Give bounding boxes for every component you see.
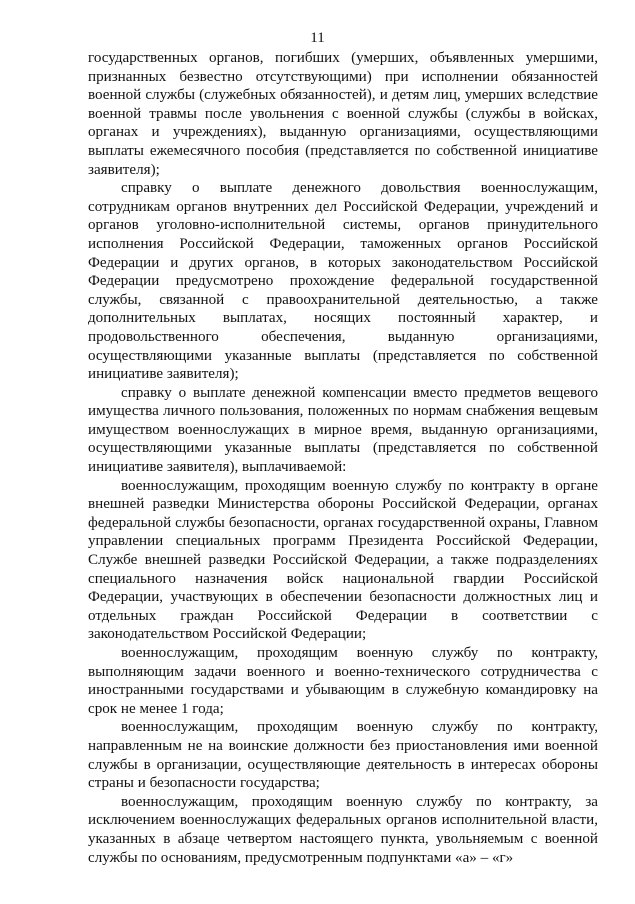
paragraph-6: военнослужащим, проходящим военную службу по контракту, направленным не на воинские должности без приостановления ими военной службы в организации, осуществляющие деятельность в интересах обороны страны и безопасности государства; [88, 719, 598, 792]
paragraph-3: справку о выплате денежной компенсации вместо предметов вещевого имущества личного пользования, положенных по нормам снабжения вещевым имуществом военнослужащих в мирное время, выданную организациями, осуществляющими указанные выплаты (представляется по собственной инициативе заявителя), выплачиваемой: [88, 384, 598, 476]
paragraph-7: военнослужащим, проходящим военную службу по контракту, за исключением военнослужащих федеральных органов исполнительной власти, указанных в абзаце четвертом настоящего пункта, увольняемым с военной службы по основаниям, предусмотренным подпунктами «а» – «г» [88, 793, 598, 866]
paragraph-2: справку о выплате денежного довольствия военнослужащим, сотрудникам органов внутренних дел Российской Федерации, учреждений и органов уголовно-исполнительной системы, органов принудительного исполнения Российской Федерации, таможенных органов Российской Федерации и других органов, в которых законодательством Российской Федерации предусмотрено прохождение федеральной государственной службы, связанной с правоохранительной деятельностью, а также дополнительных выплатах, носящих постоянный характер, и продовольственного обеспечения, выданную организациями, осуществляющими указанные выплаты (представляется по собственной инициативе заявителя); [88, 180, 598, 383]
document-body [88, 49, 598, 867]
page-number: 11 [310, 30, 325, 46]
paragraph-4: военнослужащим, проходящим военную службу по контракту в органе внешней разведки Министерства обороны Российской Федерации, органах федеральной службы безопасности, органах государственной охраны, Главном управлении специальных программ Президента Российской Федерации, Службе внешней разведки Российской Федерации, а также подразделениях специального назначения войск национальной гвардии Российской Федерации, участвующих в обеспечении безопасности должностных лиц и отдельных граждан Российской Федерации в соответствии с законодательством Российской Федерации; [88, 477, 598, 643]
paragraph-5: военнослужащим, проходящим военную службу по контракту, выполняющим задачи военного и военно-технического сотрудничества с иностранными государствами и убывающим в служебную командировку на срок не менее 1 года; [88, 645, 598, 717]
paragraph-1: государственных органов, погибших (умерших, объявленных умершими, признанных безвестно отсутствующими) при исполнении обязанностей военной службы (служебных обязанностей), и детям лиц, умерших вследствие военной травмы после увольнения с военной службы (службы в войсках, органах и учреждениях), выданную организациями, осуществляющими выплаты ежемесячного пособия (представляется по собственной инициативе заявителя); [88, 50, 598, 178]
